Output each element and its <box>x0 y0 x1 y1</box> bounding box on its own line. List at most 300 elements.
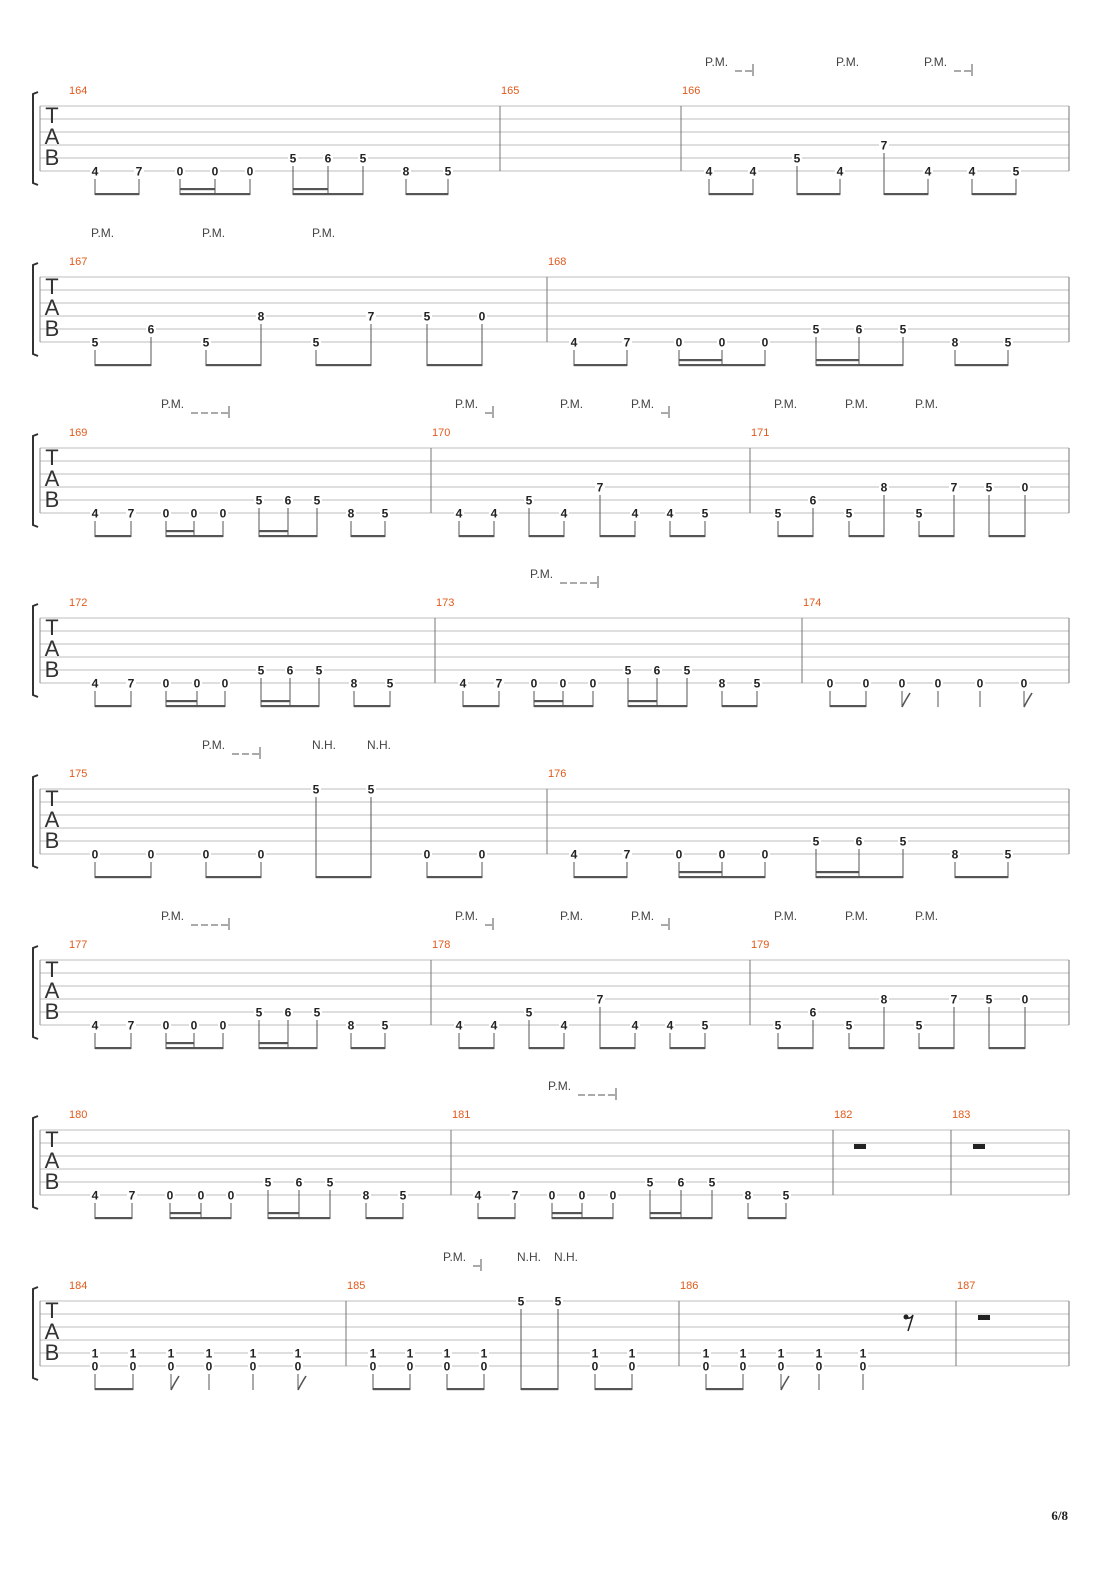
fret-number: 0 <box>976 676 984 691</box>
fret-number: 6 <box>809 1005 817 1020</box>
tab-clef-letter: T <box>45 786 59 811</box>
tab-clef-letter: A <box>44 124 60 149</box>
measure <box>69 85 500 195</box>
fret-number: 4 <box>91 1018 99 1033</box>
tab-clef-letter: T <box>45 615 59 640</box>
measure <box>69 597 435 707</box>
fret-number: 4 <box>474 1188 482 1203</box>
fret-number: 0 <box>167 1359 175 1374</box>
fret-number: 1 <box>369 1346 377 1361</box>
fret-number: 5 <box>444 164 452 179</box>
tab-system <box>33 567 1069 707</box>
fret-number: 5 <box>91 335 99 350</box>
fret-number: 5 <box>753 676 761 691</box>
fret-number: 1 <box>91 1346 99 1361</box>
fret-number: 8 <box>347 506 355 521</box>
beam <box>351 535 385 537</box>
fret-number: 4 <box>749 164 757 179</box>
tab-system <box>33 226 1069 366</box>
palm-mute-marking: P.M. <box>560 909 584 923</box>
fret-number: 0 <box>777 1359 785 1374</box>
beam <box>722 705 757 707</box>
beam <box>206 876 261 878</box>
fret-number: 0 <box>219 1018 227 1033</box>
beam <box>797 193 840 195</box>
beam <box>521 1388 558 1390</box>
palm-mute-marking: P.M. <box>631 909 655 923</box>
fret-number: 1 <box>739 1346 747 1361</box>
fret-number: 5 <box>264 1175 272 1190</box>
measure-number: 182 <box>834 1109 853 1121</box>
measure-number: 184 <box>69 1280 88 1292</box>
measure <box>69 256 547 366</box>
beam <box>709 193 753 195</box>
beam <box>268 1212 299 1214</box>
fret-number: 0 <box>246 164 254 179</box>
fret-number: 0 <box>227 1188 235 1203</box>
measure <box>69 427 431 537</box>
beam <box>679 876 765 878</box>
beam <box>170 1217 231 1219</box>
fret-number: 5 <box>1004 335 1012 350</box>
fret-number: 6 <box>324 151 332 166</box>
fret-number: 0 <box>91 847 99 862</box>
fret-number: 5 <box>845 506 853 521</box>
palm-mute-marking: P.M. <box>91 226 115 240</box>
fret-number: 1 <box>294 1346 302 1361</box>
beam <box>595 1388 632 1390</box>
measure <box>69 1109 451 1219</box>
beam <box>373 1388 410 1390</box>
fret-number: 1 <box>628 1346 636 1361</box>
fret-number: 4 <box>705 164 713 179</box>
palm-mute-marking: P.M. <box>161 397 185 411</box>
measure <box>751 939 1069 1049</box>
fret-number: 0 <box>761 335 769 350</box>
fret-number: 4 <box>666 506 674 521</box>
fret-number: 4 <box>91 506 99 521</box>
system-bracket <box>33 263 38 356</box>
fret-number: 5 <box>915 506 923 521</box>
beam <box>600 1047 635 1049</box>
measure <box>751 427 1069 537</box>
fret-number: 5 <box>381 506 389 521</box>
measure <box>548 256 1069 366</box>
measure-number: 174 <box>803 597 822 609</box>
tab-clef-letter: B <box>44 828 60 853</box>
fret-number: 4 <box>924 164 932 179</box>
fret-number: 0 <box>443 1359 451 1374</box>
fret-number: 5 <box>386 676 394 691</box>
beam <box>427 876 482 878</box>
fret-number: 5 <box>774 1018 782 1033</box>
fret-number: 0 <box>898 676 906 691</box>
fret-number: 7 <box>950 480 958 495</box>
whole-rest <box>978 1315 990 1320</box>
system-bracket <box>33 1116 38 1209</box>
tab-clef-letter: B <box>44 657 60 682</box>
beam <box>95 193 139 195</box>
fret-number: 0 <box>162 506 170 521</box>
eighth-flag <box>171 1376 179 1390</box>
measure-number: 165 <box>501 85 520 97</box>
fret-number: 0 <box>739 1359 747 1374</box>
beam <box>351 1047 385 1049</box>
tab-clef-letter: B <box>44 487 60 512</box>
tab-clef-letter: A <box>44 1148 60 1173</box>
beam <box>166 535 223 537</box>
fret-number: 0 <box>591 1359 599 1374</box>
fret-number: 5 <box>845 1018 853 1033</box>
fret-number: 7 <box>135 164 143 179</box>
measure-number: 187 <box>957 1280 976 1292</box>
palm-mute-marking: P.M. <box>836 55 860 69</box>
beam <box>919 535 954 537</box>
beam <box>166 1047 223 1049</box>
beam <box>354 705 390 707</box>
tab-system <box>33 909 1069 1049</box>
measure <box>680 1280 956 1390</box>
beam <box>670 535 705 537</box>
tab-clef-letter: T <box>45 103 59 128</box>
measure-number: 171 <box>751 427 770 439</box>
beam <box>679 871 722 873</box>
fret-number: 5 <box>312 782 320 797</box>
beam <box>259 1042 288 1044</box>
fret-number: 0 <box>162 676 170 691</box>
fret-number: 0 <box>166 1188 174 1203</box>
measure-number: 169 <box>69 427 88 439</box>
measure-number: 168 <box>548 256 567 268</box>
fret-number: 7 <box>880 138 888 153</box>
fret-number: 0 <box>190 1018 198 1033</box>
fret-number: 8 <box>347 1018 355 1033</box>
beam <box>166 705 225 707</box>
fret-number: 4 <box>968 164 976 179</box>
tab-system <box>33 397 1069 537</box>
natural-harmonic-marking: N.H. <box>554 1250 578 1264</box>
palm-mute-marking: P.M. <box>915 397 939 411</box>
fret-number: 7 <box>596 992 604 1007</box>
tab-clef-letter: B <box>44 1169 60 1194</box>
fret-number: 4 <box>836 164 844 179</box>
fret-number: 0 <box>478 847 486 862</box>
fret-number: 6 <box>677 1175 685 1190</box>
beam <box>95 876 151 878</box>
measure <box>436 597 802 707</box>
system-bracket <box>33 604 38 697</box>
fret-number: 8 <box>362 1188 370 1203</box>
fret-number: 4 <box>455 506 463 521</box>
tab-clef-letter: B <box>44 316 60 341</box>
fret-number: 7 <box>623 847 631 862</box>
tab-clef-letter: A <box>44 807 60 832</box>
fret-number: 0 <box>1021 480 1029 495</box>
fret-number: 0 <box>578 1188 586 1203</box>
fret-number: 1 <box>249 1346 257 1361</box>
measure-number: 164 <box>69 85 88 97</box>
measure-number: 172 <box>69 597 88 609</box>
fret-number: 1 <box>406 1346 414 1361</box>
eighth-flag <box>781 1376 789 1390</box>
whole-rest <box>973 1144 985 1149</box>
beam <box>552 1212 582 1214</box>
measure-number: 175 <box>69 768 88 780</box>
palm-mute-marking: P.M. <box>455 397 479 411</box>
eighth-flag <box>298 1376 306 1390</box>
fret-number: 0 <box>675 335 683 350</box>
palm-mute-marking: P.M. <box>845 909 869 923</box>
fret-number: 8 <box>257 309 265 324</box>
fret-number: 0 <box>129 1359 137 1374</box>
beam <box>534 705 593 707</box>
fret-number: 0 <box>530 676 538 691</box>
fret-number: 5 <box>899 322 907 337</box>
tab-clef-letter: B <box>44 999 60 1024</box>
measure-number: 173 <box>436 597 455 609</box>
fret-number: 6 <box>147 322 155 337</box>
palm-mute-marking: P.M. <box>548 1079 572 1093</box>
tab-system <box>33 55 1069 195</box>
whole-rest <box>854 1144 866 1149</box>
fret-number: 6 <box>284 1005 292 1020</box>
fret-number: 0 <box>369 1359 377 1374</box>
natural-harmonic-marking: N.H. <box>367 738 391 752</box>
beam <box>95 364 151 366</box>
fret-number: 5 <box>554 1294 562 1309</box>
eighth-flag <box>902 693 910 707</box>
fret-number: 0 <box>423 847 431 862</box>
fret-number: 5 <box>326 1175 334 1190</box>
fret-number: 8 <box>951 847 959 862</box>
fret-number: 4 <box>91 1188 99 1203</box>
fret-number: 4 <box>570 335 578 350</box>
beam <box>95 535 131 537</box>
fret-number: 0 <box>548 1188 556 1203</box>
fret-number: 5 <box>985 992 993 1007</box>
tab-clef-letter: A <box>44 466 60 491</box>
beam <box>955 364 1008 366</box>
beam <box>206 364 261 366</box>
beam <box>989 1047 1025 1049</box>
tab-system <box>33 1079 1069 1219</box>
palm-mute-marking: P.M. <box>705 55 729 69</box>
fret-number: 5 <box>899 834 907 849</box>
fret-number: 4 <box>560 506 568 521</box>
fret-number: 5 <box>289 151 297 166</box>
fret-number: 5 <box>915 1018 923 1033</box>
beam <box>706 1388 743 1390</box>
beam <box>293 193 363 195</box>
measure-number: 178 <box>432 939 451 951</box>
fret-number: 0 <box>205 1359 213 1374</box>
beam <box>316 876 371 878</box>
fret-number: 0 <box>147 847 155 862</box>
fret-number: 5 <box>315 663 323 678</box>
fret-number: 7 <box>596 480 604 495</box>
palm-mute-marking: P.M. <box>774 397 798 411</box>
fret-number: 4 <box>560 1018 568 1033</box>
fret-number: 5 <box>423 309 431 324</box>
fret-number: 6 <box>284 493 292 508</box>
fret-number: 5 <box>525 493 533 508</box>
beam <box>650 1212 681 1214</box>
fret-number: 0 <box>815 1359 823 1374</box>
beam <box>180 188 215 190</box>
measure <box>432 427 750 537</box>
fret-number: 7 <box>367 309 375 324</box>
measure-number: 180 <box>69 1109 88 1121</box>
fret-number: 0 <box>219 506 227 521</box>
fret-number: 8 <box>744 1188 752 1203</box>
fret-number: 4 <box>631 1018 639 1033</box>
system-bracket <box>33 946 38 1039</box>
fret-number: 7 <box>495 676 503 691</box>
tab-clef-letter: A <box>44 978 60 1003</box>
beam <box>849 1047 884 1049</box>
fret-number: 4 <box>91 164 99 179</box>
fret-number: 5 <box>624 663 632 678</box>
fret-number: 5 <box>381 1018 389 1033</box>
measure-number: 183 <box>952 1109 971 1121</box>
fret-number: 1 <box>480 1346 488 1361</box>
beam <box>95 1388 133 1390</box>
beam <box>459 535 494 537</box>
tab-clef-letter: T <box>45 957 59 982</box>
measure-number: 177 <box>69 939 88 951</box>
fret-number: 6 <box>286 663 294 678</box>
fret-number: 5 <box>812 322 820 337</box>
beam <box>628 705 687 707</box>
beam <box>884 193 928 195</box>
beam <box>816 876 903 878</box>
fret-number: 6 <box>809 493 817 508</box>
fret-number: 5 <box>985 480 993 495</box>
fret-number: 1 <box>167 1346 175 1361</box>
palm-mute-marking: P.M. <box>924 55 948 69</box>
tab-clef-letter: T <box>45 1127 59 1152</box>
fret-number: 7 <box>511 1188 519 1203</box>
system-bracket <box>33 1287 38 1380</box>
beam <box>574 876 627 878</box>
fret-number: 1 <box>129 1346 137 1361</box>
fret-number: 0 <box>190 506 198 521</box>
fret-number: 4 <box>490 1018 498 1033</box>
beam <box>166 700 197 702</box>
fret-number: 5 <box>313 493 321 508</box>
fret-number: 0 <box>675 847 683 862</box>
measure <box>432 939 750 1049</box>
beam <box>600 535 635 537</box>
fret-number: 7 <box>127 676 135 691</box>
fret-number: 8 <box>402 164 410 179</box>
fret-number: 5 <box>399 1188 407 1203</box>
beam <box>268 1217 330 1219</box>
fret-number: 5 <box>812 834 820 849</box>
fret-number: 1 <box>591 1346 599 1361</box>
natural-harmonic-marking: N.H. <box>312 738 336 752</box>
fret-number: 5 <box>255 1005 263 1020</box>
beam <box>529 535 564 537</box>
fret-number: 5 <box>1012 164 1020 179</box>
fret-number: 5 <box>257 663 265 678</box>
fret-number: 0 <box>826 676 834 691</box>
fret-number: 5 <box>517 1294 525 1309</box>
fret-number: 0 <box>249 1359 257 1374</box>
beam <box>650 1217 712 1219</box>
fret-number: 6 <box>855 322 863 337</box>
measure-number: 179 <box>751 939 770 951</box>
fret-number: 0 <box>702 1359 710 1374</box>
beam <box>95 1047 131 1049</box>
palm-mute-marking: P.M. <box>161 909 185 923</box>
beam <box>989 535 1025 537</box>
fret-number: 6 <box>653 663 661 678</box>
palm-mute-marking: P.M. <box>312 226 336 240</box>
fret-number: 1 <box>815 1346 823 1361</box>
beam <box>919 1047 954 1049</box>
palm-mute-marking: P.M. <box>202 738 226 752</box>
measure-number: 170 <box>432 427 451 439</box>
beam <box>679 364 765 366</box>
beam <box>955 876 1008 878</box>
tab-clef-letter: A <box>44 1319 60 1344</box>
fret-number: 5 <box>782 1188 790 1203</box>
fret-number: 7 <box>950 992 958 1007</box>
beam <box>816 871 859 873</box>
page-number: 6/8 <box>1051 1508 1068 1523</box>
fret-number: 1 <box>702 1346 710 1361</box>
fret-number: 0 <box>761 847 769 862</box>
beam <box>463 705 499 707</box>
fret-number: 5 <box>683 663 691 678</box>
fret-number: 5 <box>774 506 782 521</box>
fret-number: 1 <box>859 1346 867 1361</box>
beam <box>261 705 319 707</box>
fret-number: 5 <box>646 1175 654 1190</box>
fret-number: 4 <box>631 506 639 521</box>
palm-mute-marking: P.M. <box>845 397 869 411</box>
fret-number: 0 <box>406 1359 414 1374</box>
system-bracket <box>33 434 38 527</box>
fret-number: 5 <box>313 1005 321 1020</box>
fret-number: 0 <box>221 676 229 691</box>
measure <box>682 85 1069 195</box>
beam <box>574 364 627 366</box>
fret-number: 0 <box>559 676 567 691</box>
beam <box>778 1047 813 1049</box>
fret-number: 0 <box>202 847 210 862</box>
fret-number: 0 <box>176 164 184 179</box>
fret-number: 0 <box>859 1359 867 1374</box>
beam <box>166 530 194 532</box>
fret-number: 0 <box>609 1188 617 1203</box>
fret-number: 8 <box>350 676 358 691</box>
fret-number: 0 <box>934 676 942 691</box>
beam <box>316 364 371 366</box>
palm-mute-marking: P.M. <box>915 909 939 923</box>
fret-number: 7 <box>127 506 135 521</box>
measure <box>803 597 1069 707</box>
fret-number: 1 <box>205 1346 213 1361</box>
beam <box>170 1212 201 1214</box>
beam <box>778 535 813 537</box>
beam <box>261 700 290 702</box>
palm-mute-marking: P.M. <box>631 397 655 411</box>
beam <box>95 705 131 707</box>
fret-number: 5 <box>701 506 709 521</box>
fret-number: 0 <box>257 847 265 862</box>
